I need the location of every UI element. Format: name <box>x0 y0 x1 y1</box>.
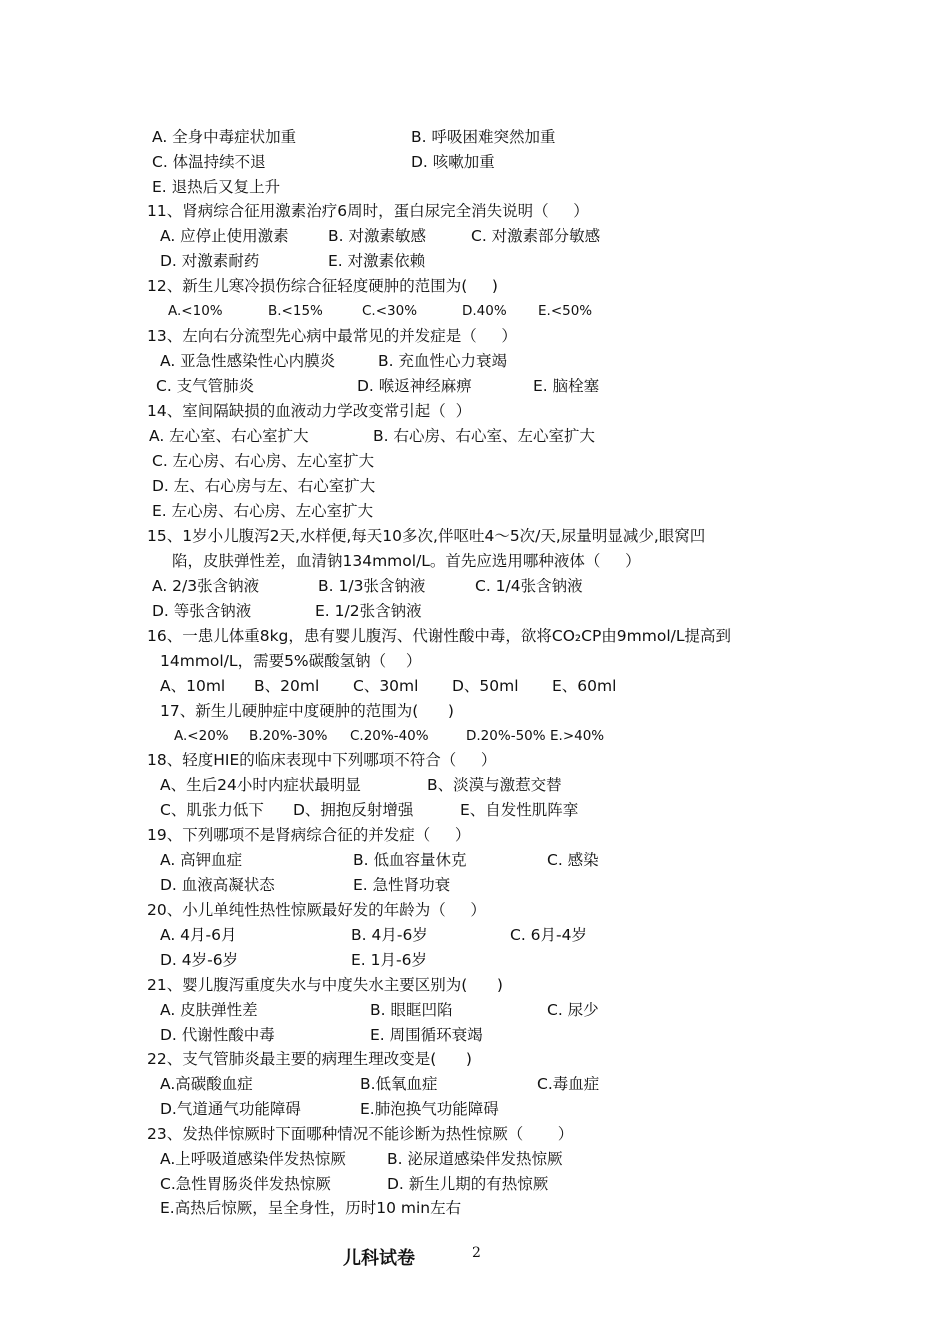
option-text: D. 新生儿期的有热惊厥 <box>387 1175 549 1193</box>
option-text: C. 感染 <box>547 851 599 869</box>
option-text: A、10ml <box>160 677 226 695</box>
option-text: A.<20% <box>174 728 229 744</box>
option-text: B. 充血性心力衰竭 <box>378 352 507 370</box>
question-text: 20、小儿单纯性热性惊厥最好发的年龄为（ ） <box>147 901 486 919</box>
option-text: E、自发性肌阵挛 <box>460 801 579 819</box>
question-text: 23、发热伴惊厥时下面哪种情况不能诊断为热性惊厥（ ） <box>147 1125 574 1143</box>
option-text: B. 泌尿道感染伴发热惊厥 <box>387 1150 563 1168</box>
option-text: D、50ml <box>452 677 519 695</box>
question-text: 19、下列哪项不是肾病综合征的并发症（ ） <box>147 826 471 844</box>
option-text: D. 代谢性酸中毒 <box>160 1026 275 1044</box>
option-text: E.<50% <box>538 303 593 319</box>
option-text: B. 眼眶凹陷 <box>370 1001 453 1019</box>
question-text: 17、新生儿硬肿症中度硬肿的范围为( ) <box>160 702 454 720</box>
page-number: 2 <box>472 1245 481 1261</box>
footer-title: 儿科试卷 <box>343 1248 415 1269</box>
option-text: A. 应停止使用激素 <box>160 227 289 245</box>
question-text: 14、室间隔缺损的血液动力学改变常引起（ ） <box>147 402 472 420</box>
option-text: C.毒血症 <box>537 1075 600 1093</box>
option-text: E.肺泡换气功能障碍 <box>360 1100 499 1118</box>
option-text: E. 周围循环衰竭 <box>370 1026 483 1044</box>
option-text: E. 左心房、右心房、左心室扩大 <box>152 502 374 520</box>
option-text: B. 4月-6岁 <box>351 926 428 944</box>
option-text: B.20%-30% <box>249 728 328 744</box>
option-text: A. 亚急性感染性心内膜炎 <box>160 352 336 370</box>
option-text: B、20ml <box>254 677 320 695</box>
option-text: D. 喉返神经麻痹 <box>357 377 472 395</box>
question-text: 16、一患儿体重8kg，患有婴儿腹泻、代谢性酸中毒，欲将CO₂CP由9mmol/L提高到 <box>147 627 732 645</box>
option-text: D. 左、右心房与左、右心室扩大 <box>152 477 376 495</box>
option-text: A. 2/3张含钠液 <box>152 577 260 595</box>
option-text: E.高热后惊厥，呈全身性，历时10 min左右 <box>160 1199 462 1217</box>
question-text: 14mmol/L，需要5%碳酸氢钠（ ） <box>160 652 422 670</box>
question-text: 11、肾病综合征用激素治疗6周时，蛋白尿完全消失说明（ ） <box>147 202 589 220</box>
option-text: C.<30% <box>362 303 418 319</box>
option-text: C. 支气管肺炎 <box>156 377 255 395</box>
option-text: B.<15% <box>268 303 323 319</box>
option-text: B、淡漠与激惹交替 <box>427 776 562 794</box>
option-text: B. 1/3张含钠液 <box>318 577 426 595</box>
option-text: A. 全身中毒症状加重 <box>152 128 297 146</box>
question-text: 18、轻度HIE的临床表现中下列哪项不符合（ ） <box>147 751 497 769</box>
option-text: E. 退热后又复上升 <box>152 178 281 196</box>
option-text: A、生后24小时内症状最明显 <box>160 776 361 794</box>
option-text: E.>40% <box>550 728 605 744</box>
option-text: D. 血液高凝状态 <box>160 876 275 894</box>
question-text: 15、1岁小儿腹泻2天,水样便,每天10多次,伴呕吐4～5次/天,尿量明显减少,眼窝凹 <box>147 527 706 545</box>
question-text: 21、婴儿腹泻重度失水与中度失水主要区别为( ) <box>147 976 503 994</box>
option-text: A.<10% <box>168 303 223 319</box>
option-text: B. 对激素敏感 <box>328 227 426 245</box>
option-text: B.低氧血症 <box>360 1075 438 1093</box>
option-text: B. 呼吸困难突然加重 <box>411 128 556 146</box>
option-text: E. 对激素依赖 <box>328 252 426 270</box>
option-text: E. 1/2张含钠液 <box>315 602 422 620</box>
option-text: D. 等张含钠液 <box>152 602 252 620</box>
option-text: D.20%-50% <box>466 728 546 744</box>
option-text: D、拥抱反射增强 <box>293 801 414 819</box>
option-text: C.急性胃肠炎伴发热惊厥 <box>160 1175 331 1193</box>
option-text: B. 低血容量休克 <box>353 851 467 869</box>
option-text: B. 右心房、右心室、左心室扩大 <box>373 427 595 445</box>
option-text: D.气道通气功能障碍 <box>160 1100 301 1118</box>
option-text: D. 4岁-6岁 <box>160 951 239 969</box>
option-text: C. 6月-4岁 <box>510 926 587 944</box>
option-text: E. 1月-6岁 <box>351 951 427 969</box>
option-text: C. 尿少 <box>547 1001 599 1019</box>
option-text: C. 左心房、右心房、左心室扩大 <box>152 452 375 470</box>
option-text: D.40% <box>462 303 507 319</box>
option-text: A.上呼吸道感染伴发热惊厥 <box>160 1150 346 1168</box>
option-text: C. 对激素部分敏感 <box>471 227 601 245</box>
question-text: 12、新生儿寒冷损伤综合征轻度硬肿的范围为( ) <box>147 277 498 295</box>
question-text: 13、左向右分流型先心病中最常见的并发症是（ ） <box>147 327 517 345</box>
option-text: E. 脑栓塞 <box>533 377 600 395</box>
option-text: D. 咳嗽加重 <box>411 153 495 171</box>
option-text: E、60ml <box>552 677 617 695</box>
option-text: A.高碳酸血症 <box>160 1075 253 1093</box>
option-text: C、肌张力低下 <box>160 801 264 819</box>
option-text: C.20%-40% <box>350 728 429 744</box>
question-text: 22、支气管肺炎最主要的病理生理改变是( ) <box>147 1050 472 1068</box>
option-text: C. 1/4张含钠液 <box>475 577 583 595</box>
option-text: A. 左心室、右心室扩大 <box>149 427 309 445</box>
option-text: D. 对激素耐药 <box>160 252 260 270</box>
option-text: A. 高钾血症 <box>160 851 243 869</box>
option-text: C、30ml <box>353 677 419 695</box>
option-text: C. 体温持续不退 <box>152 153 266 171</box>
option-text: A. 皮肤弹性差 <box>160 1001 258 1019</box>
question-text: 陷，皮肤弹性差，血清钠134mmol/L。首先应选用哪种液体（ ） <box>172 552 641 570</box>
option-text: A. 4月-6月 <box>160 926 237 944</box>
option-text: E. 急性肾功衰 <box>353 876 451 894</box>
